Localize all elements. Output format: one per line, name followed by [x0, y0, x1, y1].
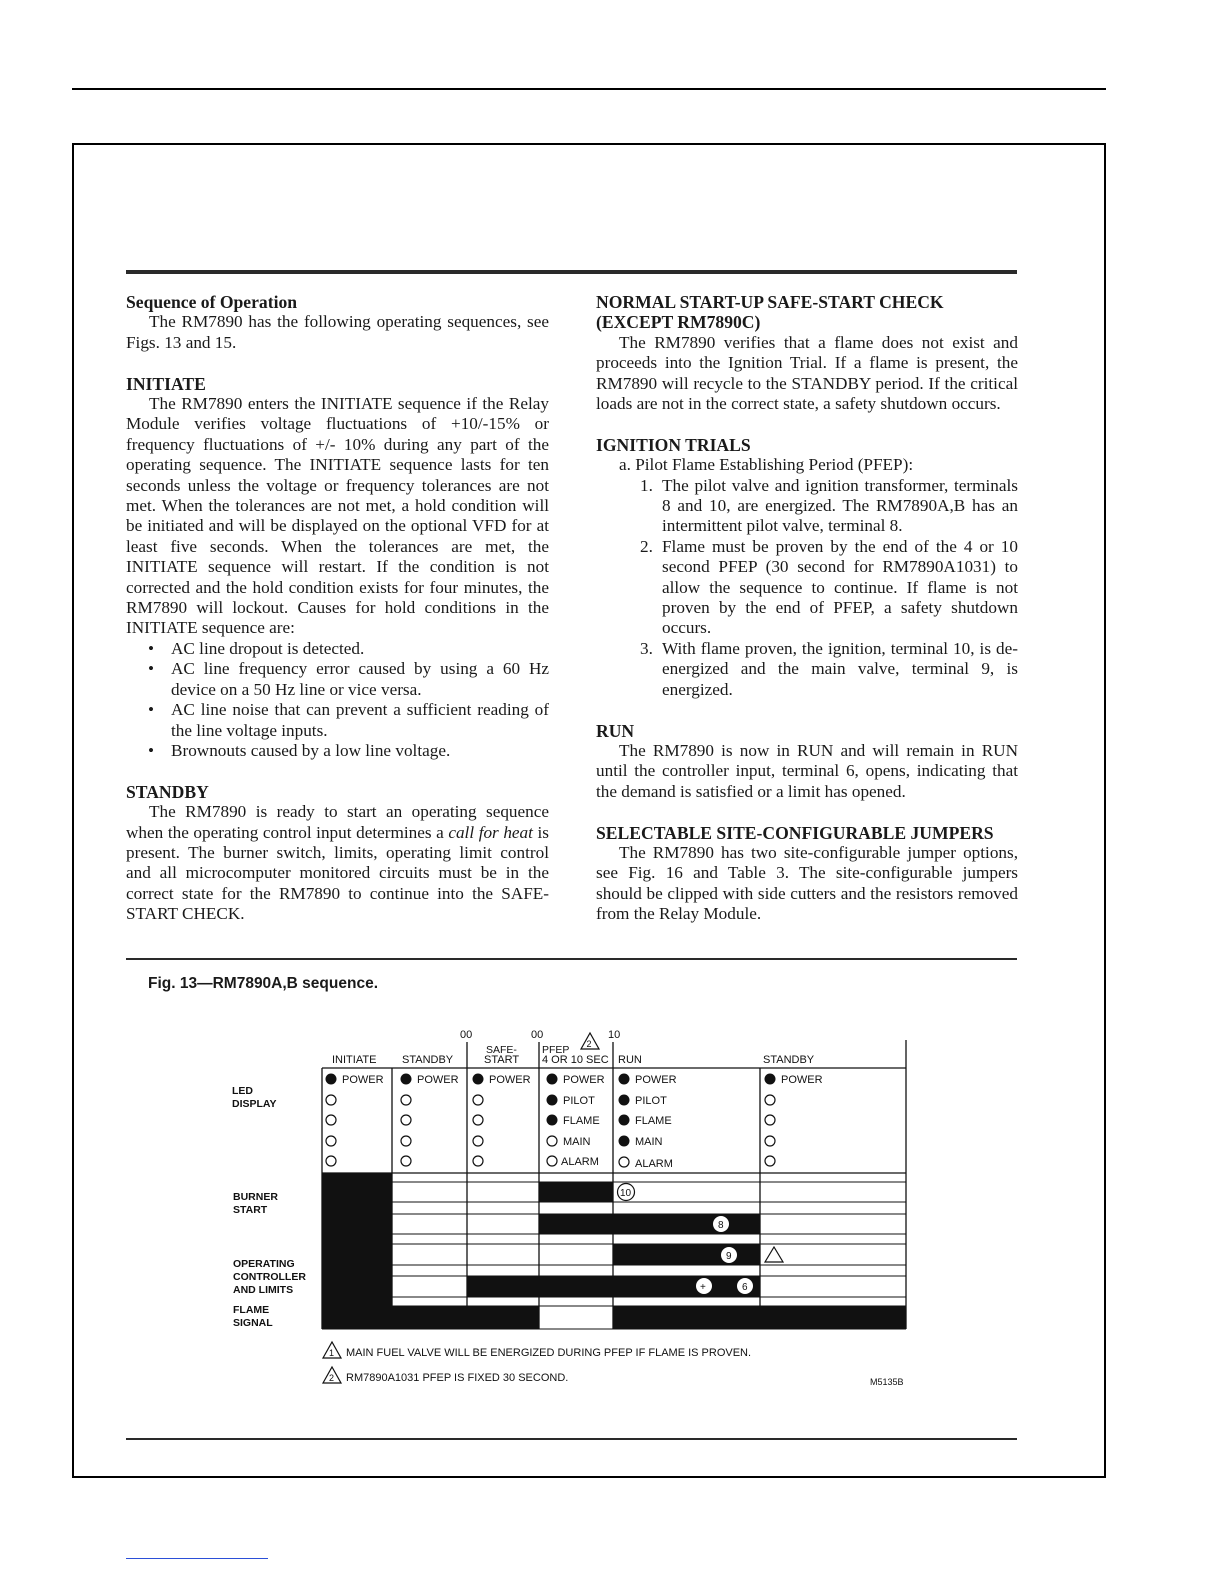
row-label: BURNER — [233, 1191, 278, 1203]
svg-text:POWER: POWER — [563, 1074, 605, 1086]
row-label: START — [233, 1204, 268, 1216]
svg-text:MAIN: MAIN — [563, 1136, 591, 1148]
hold-causes-list — [126, 639, 549, 761]
row-label: AND LIMITS — [233, 1284, 294, 1296]
normal-startup-heading: NORMAL START-UP SAFE-START CHECK — [596, 292, 944, 312]
svg-text:ALARM: ALARM — [635, 1158, 673, 1170]
ignition-bar-10 — [539, 1182, 613, 1202]
run-heading: RUN — [596, 720, 635, 741]
col-safe-start: START — [484, 1054, 520, 1066]
standby-heading: STANDBY — [126, 781, 209, 802]
svg-text:PILOT: PILOT — [635, 1095, 667, 1107]
svg-text:8: 8 — [718, 1220, 724, 1231]
time-label: 10 — [608, 1029, 621, 1041]
svg-text:MAIN: MAIN — [635, 1136, 663, 1148]
time-label: 00 — [460, 1029, 473, 1041]
led-initiate — [326, 1074, 384, 1167]
flame-signal-bar-2 — [613, 1306, 906, 1329]
jumpers-text: The RM7890 has two site-configurable jumper options, see Fig. 16 and Table 3. The site-configurable jumpers should be clipped with side cutters and the resistors removed from the Relay Module. — [596, 842, 1018, 924]
jumpers-heading: SELECTABLE SITE-CONFIGURABLE JUMPERS — [596, 822, 994, 843]
row-label: DISPLAY — [232, 1098, 277, 1110]
svg-text:FLAME: FLAME — [563, 1115, 600, 1127]
run-text: The RM7890 is now in RUN and will remain in RUN until the controller input, terminal 6, opens, indicating that the demand is satisfied or a limit has opened. — [596, 740, 1018, 801]
warning-icon — [765, 1247, 783, 1262]
led-run — [619, 1074, 677, 1171]
row-label: SIGNAL — [233, 1317, 273, 1329]
normal-startup-subheading: (EXCEPT RM7890C) — [596, 312, 761, 333]
section-rule-top — [126, 270, 1017, 274]
led-standby-2 — [765, 1074, 823, 1167]
main-valve-bar-9 — [613, 1244, 760, 1265]
list-item: 2. Flame must be proven by the end of the 4 or 10 second PFEP (30 second for RM7890A1031) to allow the sequence to continue. If flame is not proven by the end of PFEP, a safety shutdown occurs. — [640, 536, 1018, 638]
svg-text:MAIN FUEL VALVE WILL BE ENERGI: MAIN FUEL VALVE WILL BE ENERGIZED DURING PFEP IF FLAME IS PROVEN. — [346, 1347, 752, 1359]
controller-bar-6 — [467, 1276, 760, 1297]
initiate-heading: INITIATE — [126, 373, 206, 394]
svg-text:6: 6 — [742, 1282, 748, 1293]
figure-code: M5135B — [870, 1377, 904, 1387]
header-rule — [72, 88, 1106, 90]
sequence-diagram — [220, 1022, 920, 1402]
sequence-heading: Sequence of Operation — [126, 292, 298, 312]
section-rule-bottom — [126, 1438, 1017, 1440]
list-item: • AC line dropout is detected. — [148, 638, 365, 658]
svg-text:POWER: POWER — [781, 1074, 823, 1086]
svg-text:10: 10 — [620, 1188, 632, 1199]
pfep-label: PFEP — [542, 1044, 570, 1056]
safe-start-label: SAFE- — [486, 1044, 517, 1056]
list-item: • Brownouts caused by a low line voltage. — [148, 740, 451, 760]
svg-text:1: 1 — [329, 1348, 335, 1358]
time-label: 00 — [531, 1029, 544, 1041]
svg-text:POWER: POWER — [417, 1074, 459, 1086]
svg-text:2: 2 — [586, 1039, 592, 1049]
svg-text:9: 9 — [726, 1251, 732, 1262]
row-label: OPERATING — [233, 1258, 295, 1270]
svg-text:POWER: POWER — [635, 1074, 677, 1086]
flame-signal-bar-1 — [322, 1306, 539, 1329]
led-safe-start — [473, 1074, 531, 1167]
svg-text:2: 2 — [329, 1373, 335, 1383]
svg-text:FLAME: FLAME — [635, 1115, 672, 1127]
svg-text:PILOT: PILOT — [563, 1095, 595, 1107]
ignition-subitem: a. Pilot Flame Establishing Period (PFEP): — [619, 455, 914, 475]
initiate-block — [322, 1173, 392, 1329]
list-item: • AC line noise that can prevent a sufficient reading of the line voltage inputs. — [148, 700, 549, 740]
list-item: 3. With flame proven, the ignition, terminal 10, is de-energized and the main valve, terminal 9, is energized. — [640, 638, 1018, 699]
col-run: RUN — [618, 1054, 642, 1066]
normal-startup-text: The RM7890 verifies that a flame does not exist and proceeds into the Ignition Trial. If a flame is present, the RM7890 will recycle to the STANDBY period. If the critical loads are not in the correct state, a safety shutdown occurs. — [596, 332, 1018, 414]
col-pfep: 4 OR 10 SEC — [542, 1054, 609, 1066]
row-label: FLAME — [233, 1304, 270, 1316]
list-item: • AC line frequency error caused by using a 60 Hz device on a 50 Hz line or vice versa. — [148, 659, 549, 699]
svg-text:ALARM: ALARM — [561, 1156, 599, 1168]
svg-text:POWER: POWER — [342, 1074, 384, 1086]
footer-link-rule[interactable] — [126, 1558, 268, 1559]
col-initiate: INITIATE — [332, 1054, 377, 1066]
row-label: CONTROLLER — [233, 1271, 306, 1283]
list-item: 1. The pilot valve and ignition transformer, terminals 8 and 10, are energized. The RM7890A,B has an intermittent pilot valve, terminal 8. — [640, 475, 1018, 536]
led-pfep — [547, 1074, 605, 1169]
note-2 — [323, 1367, 568, 1384]
note-1 — [323, 1342, 751, 1359]
right-column — [596, 292, 1018, 925]
row-label: LED — [232, 1085, 253, 1097]
sequence-text: The RM7890 has the following operating sequences, see Figs. 13 and 15. — [126, 312, 549, 352]
svg-text:RM7890A1031 PFEP IS FIXED 30 S: RM7890A1031 PFEP IS FIXED 30 SECOND. — [346, 1372, 569, 1384]
figure-caption: Fig. 13—RM7890A,B sequence. — [148, 975, 378, 992]
col-standby: STANDBY — [402, 1054, 454, 1066]
led-standby — [401, 1074, 459, 1167]
note-2-icon — [581, 1033, 599, 1049]
col-standby-2: STANDBY — [763, 1054, 815, 1066]
svg-text:POWER: POWER — [489, 1074, 531, 1086]
svg-text:+: + — [700, 1282, 706, 1293]
standby-text: The RM7890 is ready to start an operating sequence when the operating control input determines a call for heat is present. The burner switch, limits, operating limit control and all microcomputer monitored circuits must be in the correct state for the RM7890 to continue into the SAFE-START CHECK. — [126, 802, 549, 924]
ignition-heading: IGNITION TRIALS — [596, 434, 751, 455]
initiate-text: The RM7890 enters the INITIATE sequence if the Relay Module verifies voltage fluctuations of +10/-15% or frequency fluctuations of +/- 10% during any part of the operating sequence. The INITIATE sequence lasts for ten seconds unless the voltage or frequency tolerances are not met. When the tolerances are not met, a hold condition will be initiated and will be displayed on the optional VFD for at least five seconds. When the tolerances are met, the INITIATE sequence will restart. If the condition is not corrected and the hold condition exists for four minutes, the RM7890 will lockout. Causes for hold conditions in the INITIATE sequence are: — [126, 394, 549, 638]
left-column — [126, 292, 549, 925]
section-rule-mid — [126, 958, 1017, 960]
